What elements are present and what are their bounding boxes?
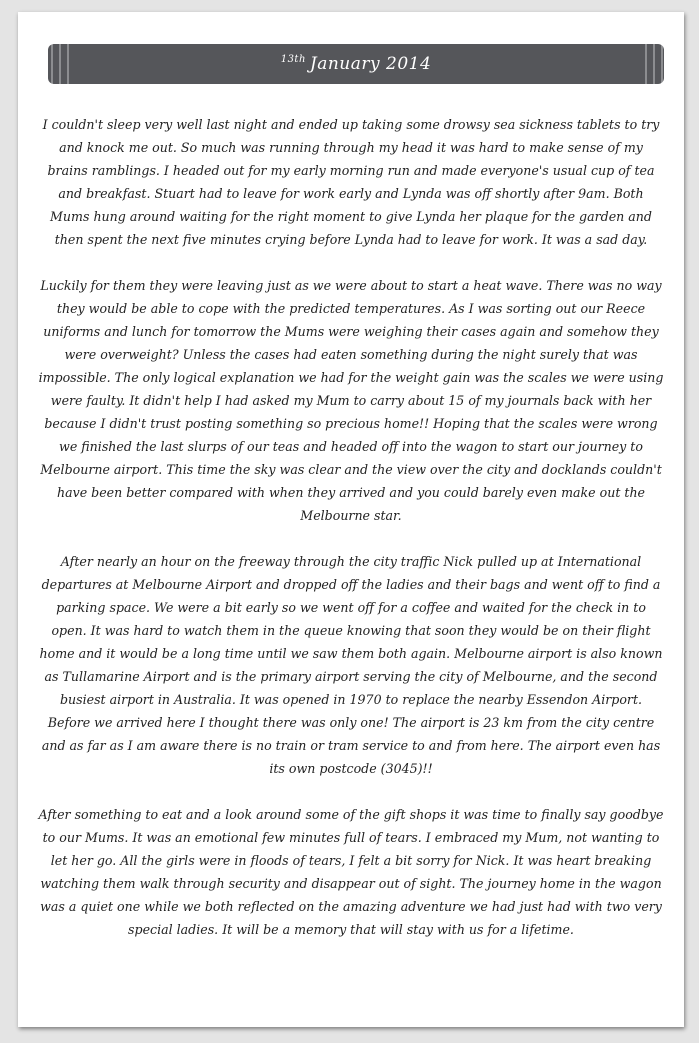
paragraph: After nearly an hour on the freeway through the city traffic Nick pulled up at International departures at Melbourne Airport and dropped off the ladies and their bags and went off to find a parking space. We were a bit early so we went off for a coffee and waited for the check in to open. It was hard to watch them in the queue knowing that soon they would be on their flight home and it would be a long time until we saw them both again. Melbourne airport is also known as Tullamarine Airport and is the primary airport serving the city of Melbourne, and the second busiest airport in Australia. It was opened in 1970 to replace the nearby Essendon Airport. Before we arrived here I thought there was only one! The airport is 23 km from the city centre and as far as I am aware there is no train or tram service to and from here. The airport even has its own postcode (3045)!! [39, 554, 663, 776]
entry-date [62, 54, 650, 74]
date-day: 13th [280, 54, 306, 66]
journal-page [18, 12, 684, 1027]
date-month-year: January 2014 [309, 54, 432, 74]
date-banner [62, 44, 650, 84]
journal-body [38, 113, 664, 964]
paragraph: Luckily for them they were leaving just as we were about to start a heat wave. There was no way they would be able to cope with the predicted temperatures. As I was sorting out our Reece uniforms and lunch for tomorrow the Mums were weighing their cases again and somehow they were overweight? Unless the cases had eaten something during the night surely that was impossible. The only logical explanation we had for the weight gain was the scales we were using were faulty. It didn't help I had asked my Mum to carry about 15 of my journals back with her because I didn't trust posting something so precious home!! Hoping that the scales were wrong we finished the last slurps of our teas and headed off into the wagon to start our journey to Melbourne airport. This time the sky was clear and the view over the city and docklands couldn't have been better compared with when they arrived and you could barely even make out the Melbourne star. [38, 278, 664, 523]
paragraph: I couldn't sleep very well last night and ended up taking some drowsy sea sickness tablets to try and knock me out. So much was running through my head it was hard to make sense of my brains ramblings. I headed out for my early morning run and made everyone's usual cup of tea and breakfast. Stuart had to leave for work early and Lynda was off shortly after 9am. Both Mums hung around waiting for the right moment to give Lynda her plaque for the garden and then spent the next five minutes crying before Lynda had to leave for work. It was a sad day. [42, 117, 660, 247]
paragraph: After something to eat and a look around some of the gift shops it was time to finally say goodbye to our Mums. It was an emotional few minutes full of tears. I embraced my Mum, not wanting to let her go. All the girls were in floods of tears, I felt a bit sorry for Nick. It was heart breaking watching them walk through security and disappear out of sight. The journey home in the wagon was a quiet one while we both reflected on the amazing adventure we had just had with two very special ladies. It will be a memory that will stay with us for a lifetime. [38, 807, 664, 937]
